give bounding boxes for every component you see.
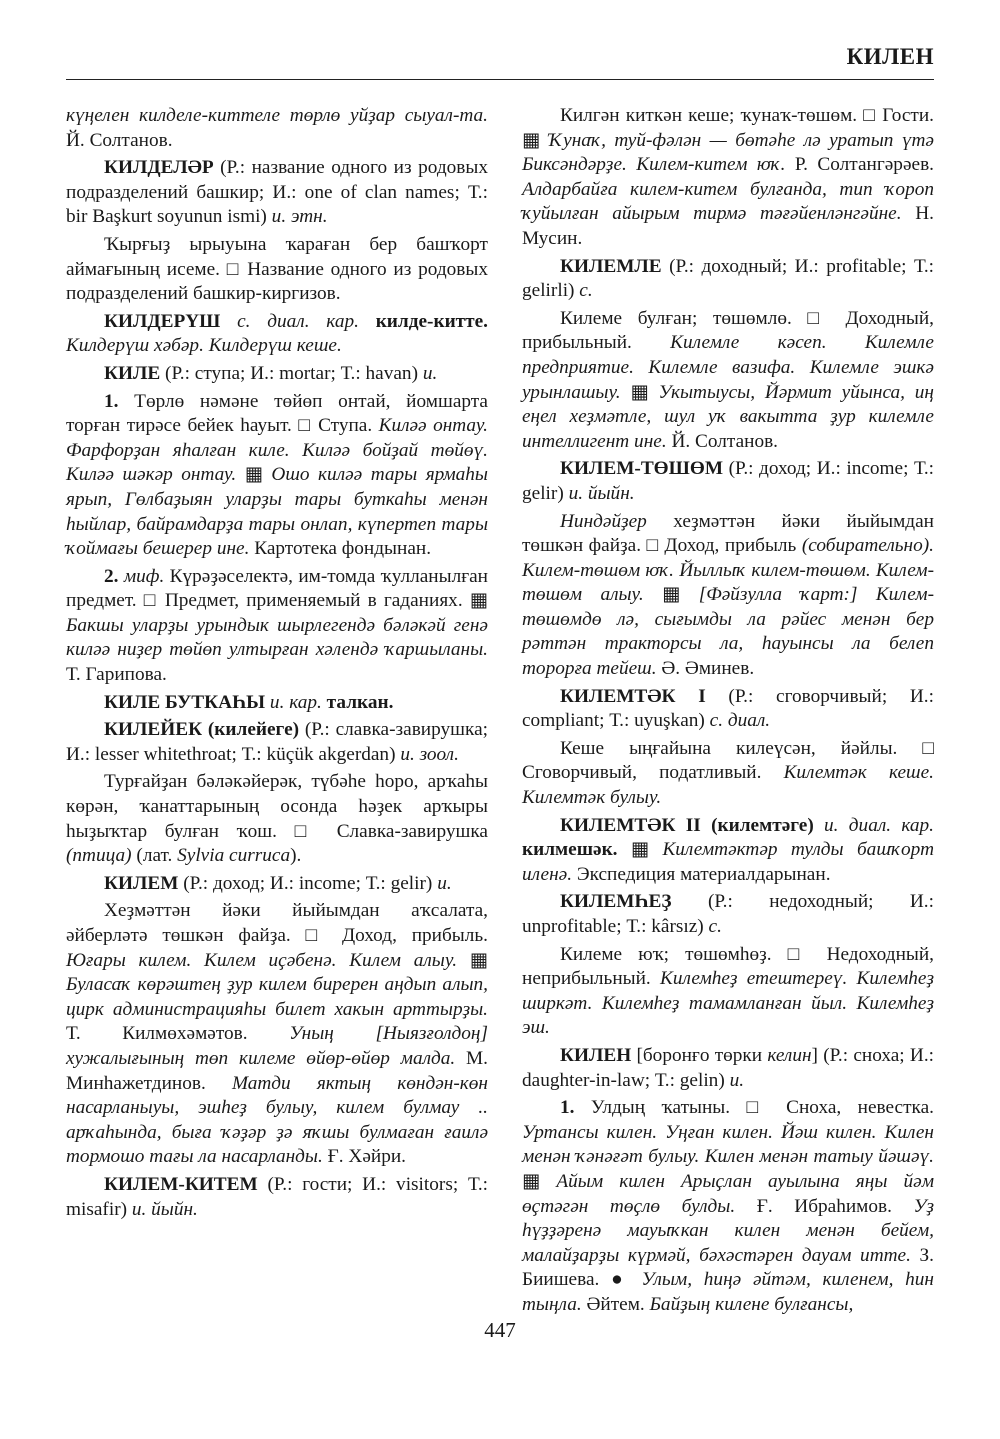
italic-run: с. диал. кар. xyxy=(220,310,376,332)
text-run: (Р.: гости; И.: visitors; Т.: misafir) xyxy=(66,1173,488,1220)
italic-run: с. xyxy=(708,916,722,937)
italic-run: Киләә онтау. Фарфорҙан яһалған киле. Киләә бойҙай төйөү. Киләә шәкәр онтау. xyxy=(66,415,488,486)
text-run: (Р.: доход; И.: income; Т.: gelir) xyxy=(178,872,438,894)
italic-run: Килемле кәсеп. Килемле предприятие. Килемле вазифа. Килемле эшкә урынлашыу. xyxy=(522,332,934,403)
text-run: Әйтем. xyxy=(586,1293,650,1315)
entry-paragraph xyxy=(522,685,934,734)
entry-paragraph xyxy=(522,1044,934,1093)
text-run: Й. Солтанов. xyxy=(66,129,173,151)
italic-run: [Фәйзулла ҡарт:] Килем-төшөмдө лә, сығымды ла рәйес менән бер рәттән тракторсы ла, һауынсы ла белеп торорға тейеш. xyxy=(522,584,934,680)
headword: 1. xyxy=(104,390,119,412)
text-run: Т. Гарипова. xyxy=(66,664,167,686)
text-run: Й. Солтанов. xyxy=(671,430,779,452)
italic-run: и. xyxy=(437,872,452,894)
italic-run: и. йыйн. xyxy=(568,482,635,504)
entry-paragraph xyxy=(66,104,488,153)
text-run: хеҙмәттән йәки йыйымдан төшкән файҙа. □ Доход, прибыль xyxy=(522,510,934,557)
headword: талкан. xyxy=(326,691,394,713)
italic-run: и. кар. xyxy=(265,691,327,713)
text-run: ▦ xyxy=(522,1170,557,1192)
italic-run: Матди яктың көндән-көн насарланыуы, эшһеҙ булыу, килем булмау .. арҡаһында, быға ҡәҙәр ҙә яҡшы булмаған ғаилә тормошо тағы ла насарланды. xyxy=(66,1072,488,1168)
headword: КИЛЕМТӘК II (килемтәге) xyxy=(560,814,814,836)
text-run: Хеҙмәттән йәки йыйымдан аҡсалата, әйберләтә төшкән файҙа. □ Доход, прибыль. xyxy=(66,900,488,946)
italic-run: Килемтәк кеше. Килемтәк булыу. xyxy=(522,762,934,809)
entry-paragraph xyxy=(66,565,488,688)
headword: 2. xyxy=(104,565,119,587)
italic-run: с. xyxy=(579,280,593,302)
entry-paragraph xyxy=(522,255,934,304)
headword: КИЛЕ xyxy=(104,362,161,384)
page-number: 447 xyxy=(484,1318,516,1342)
italic-run: Килемтәктәр тулды башҡорт иленә. xyxy=(522,839,934,885)
italic-run: с. диал. xyxy=(709,710,771,732)
text-run: Р. Солтангәрәев. xyxy=(794,154,934,176)
entry-paragraph xyxy=(66,156,488,230)
entry-paragraph xyxy=(522,510,934,682)
headword: КИЛЕМЛЕ xyxy=(560,255,662,277)
text-run: Килеме юҡ; төшөмһөҙ. □ Недоходный, неприбыльный. xyxy=(522,943,934,990)
entry-paragraph xyxy=(522,1096,934,1317)
text-run: ▦ xyxy=(617,839,663,861)
entry-paragraph xyxy=(66,770,488,868)
italic-run: Укытыусы, Йәрмит уйынса, иң еңел хеҙмәтле, шул уҡ вакытта ҙур килемле интеллигент ине. xyxy=(522,381,935,452)
headword: КИЛЕМҺЕҘ xyxy=(560,891,672,913)
text-run: Н. Мусин. xyxy=(522,203,934,249)
italic-run: Уның [Ныязғолдоң] хужалығының төп килеме өйөр-өйөр малда. xyxy=(66,1023,488,1069)
headword: КИЛДЕРҮШ xyxy=(104,310,221,332)
headword: КИЛЕМ xyxy=(104,872,179,894)
headword: КИЛЕ БУТКАҺЫ xyxy=(104,691,266,713)
text-run: [боронғо төрки xyxy=(631,1044,768,1066)
text-run: Ғ. Хәйри. xyxy=(327,1146,406,1168)
entry-paragraph xyxy=(66,899,488,1170)
text-run: (лат. xyxy=(131,845,178,867)
text-run: Т. Килмөхәмәтов. xyxy=(66,1023,290,1045)
headword: КИЛЕЙЕК (килейеге) xyxy=(104,719,300,741)
italic-run: Sylvia curruca xyxy=(177,845,291,867)
entry-paragraph xyxy=(522,104,934,252)
right-column xyxy=(522,104,934,1318)
text-run: Килгән киткән кеше; ҡунаҡ-төшөм. □ Гости. ▦ xyxy=(522,105,934,151)
text-run: Килеме булған; төшөмлө. □ Доходный, прибыльный. xyxy=(522,307,934,354)
italic-run: и. йыйн. xyxy=(131,1198,198,1220)
italic-run: Килемһеҙ етештереү. Килемһеҙ ширкәт. Килемһеҙ тамамланған йыл. Килемһеҙ эш. xyxy=(522,968,934,1039)
text-run: Кеше ыңғайына килеүсән, йәйлы. □ Сговорчивый, податливый. xyxy=(522,737,934,784)
entry-paragraph xyxy=(66,691,488,716)
text-run: (Р.: славка-завирушка; И.: lesser whitethroat; Т.: küçük akgerdan) xyxy=(66,719,488,765)
headword: КИЛДЕЛӘР xyxy=(104,157,214,179)
italic-run: Ошо киләә тары ярмаһы ярып, Гөлбаҙыян уларҙы тары буткаһы менән һыйлар, байрамдарҙа тары онлап, күпертеп тары ҡоймағы бешерер ине. xyxy=(66,464,488,560)
text-run: (Р.: недоходный; И.: unprofitable; Т.: kârsız) xyxy=(522,891,934,937)
text-run: Төрлө нәмәне төйөп онтай, йомшарта торған тирәсе бейек һауыт. □ Ступа. xyxy=(66,390,488,437)
text-run: Улдың ҡатыны. □ Сноха, невестка. xyxy=(574,1097,934,1119)
italic-run: Буласаҡ көрәштең ҙур килем биререн аңдып алып, цирк администрацияһы билет хакын арттырҙы. xyxy=(66,974,488,1020)
entry-paragraph xyxy=(522,737,934,811)
text-run: ▦ xyxy=(662,584,699,606)
italic-run: Байҙың килене булғансы, xyxy=(649,1293,854,1315)
italic-run: и. xyxy=(422,362,438,384)
text-run: ▦ xyxy=(469,949,488,971)
text-run: (Р.: ступа; И.: mortar; Т.: havan) xyxy=(160,362,423,384)
italic-run: и. зоол. xyxy=(400,743,459,765)
italic-run: Алдарбайға килем-китем булғанда, тип ҡороп ҡуйылған айырым тирмә тәғәйенләнгәйне. xyxy=(522,178,934,225)
running-head: КИЛЕН xyxy=(846,44,934,69)
entry-paragraph xyxy=(66,362,488,387)
header-rule xyxy=(66,79,934,80)
text-run: (Р.: доходный; И.: profitable; Т.: gelirli) xyxy=(522,255,934,302)
headword: килмешәк. xyxy=(522,839,618,861)
text-run: Турғайҙан бәләкәйерәк, түбәһе һоро, арҡаһы көрән, ҡанаттарының осонда һәҙек арҡыры һыҙыҡтар булған ҡош. □ Славка-завирушка xyxy=(66,771,488,842)
text-run: Ҡырғыҙ ырыуына ҡараған бер башҡорт аймағының исеме. □ Название одного из родовых подразделений башкир-киргизов. xyxy=(66,233,488,305)
italic-run: (птица) xyxy=(66,845,132,867)
italic-run: Ҡунаҡ, туй-фәлән — бөтәһе лә уратып үтә Биксәндәрҙе. Килем-китем юҡ. xyxy=(522,129,934,176)
italic-run: и. диал. кар. xyxy=(813,814,934,836)
italic-run: Юғары килем. Килем иҫәбенә. Килем алыу. xyxy=(66,949,470,971)
headword: КИЛЕМ-КИТЕМ xyxy=(104,1173,258,1195)
entry-paragraph xyxy=(66,718,488,767)
text-run: ▦ xyxy=(244,464,272,486)
italic-run: күңелен килделе-киттеле төрлө уйҙар сыуал-та. xyxy=(66,105,488,126)
italic-run: келин xyxy=(767,1044,812,1066)
entry-paragraph xyxy=(522,943,934,1041)
text-run: (Р.: доход; И.: income; Т.: gelir) xyxy=(522,458,934,504)
headword: 1. xyxy=(560,1097,575,1119)
headword: килде-китте. xyxy=(375,310,488,332)
italic-run: Уҙ һүҙҙәренә мауыҡкан килен менән бейем, малайҙарҙы күрмәй, бәхәстәрен дауам итте. xyxy=(522,1195,934,1266)
left-column xyxy=(66,104,488,1222)
headword: КИЛЕМ-ТӨШӨМ xyxy=(560,458,724,480)
entry-paragraph xyxy=(522,457,934,506)
italic-run: и. xyxy=(729,1069,745,1091)
text-run: Экспедиция материалдарынан. xyxy=(576,863,831,885)
italic-run: Ниндәйҙер xyxy=(560,510,674,532)
text-run: Ғ. Ибраһимов. xyxy=(756,1195,914,1217)
text-run: (Р.: сговорчивый; И.: compliant; Т.: uyuşkan) xyxy=(522,685,934,732)
italic-run: Айым килен Арыҫлан ауылына яңы йәм өҫтәгән төҫлө булды. xyxy=(522,1170,935,1217)
text-run: ▦ xyxy=(630,381,659,403)
italic-run: (собирательно). Килем-төшөм юҡ. Йыллыҡ килем-төшөм. Килем-төшөм алыу. xyxy=(522,535,934,606)
text-run: М. Минһажетдинов. xyxy=(66,1047,488,1094)
text-run: Картотека фондынан. xyxy=(254,538,432,560)
italic-run: миф. xyxy=(118,565,170,587)
entry-paragraph xyxy=(522,307,934,455)
text-run: З. Биишева. ● xyxy=(522,1244,934,1291)
italic-run: Килдерүш хәбәр. Килдерүш кеше. xyxy=(66,335,342,357)
entry-paragraph xyxy=(522,814,934,888)
entry-paragraph xyxy=(66,872,488,897)
entry-paragraph xyxy=(522,890,934,939)
entry-paragraph xyxy=(66,233,488,307)
text-run: Күрәҙәселектә, им-томда ҡулланылған предмет. □ Предмет, применяемый в гаданиях. ▦ xyxy=(66,565,488,612)
italic-run: Уртансы килен. Уңған килен. Йәш килен. Килен менән ҡәнәғәт булыу. Килен менән татыу йәшәү. xyxy=(522,1121,934,1168)
headword: КИЛЕН xyxy=(560,1044,632,1066)
text-run: (Р.: название одного из родовых подразделений башкир; И.: one of clan names; Т.: bir Başkurt soyunun ismi) xyxy=(66,157,488,228)
italic-run: Улым, һиңә әйтәм, киленем, һин тыңла. xyxy=(522,1269,934,1315)
headword: КИЛЕМТӘК I xyxy=(560,685,706,707)
italic-run: Бакшы уларҙы урындык шырлегендә бәләкәй генә киләә ниҙер төйөп ултырған хәлендә ҡаршыланы. xyxy=(66,614,488,661)
text-run: ] (Р.: сноха; И.: daughter-in-law; Т.: gelin) xyxy=(522,1044,934,1091)
text-run: ). xyxy=(290,845,302,867)
entry-paragraph xyxy=(66,310,488,359)
entry-paragraph xyxy=(66,1173,488,1222)
text-run: Ә. Әминев. xyxy=(661,658,755,680)
entry-paragraph xyxy=(66,390,488,562)
italic-run: и. этн. xyxy=(271,206,328,228)
